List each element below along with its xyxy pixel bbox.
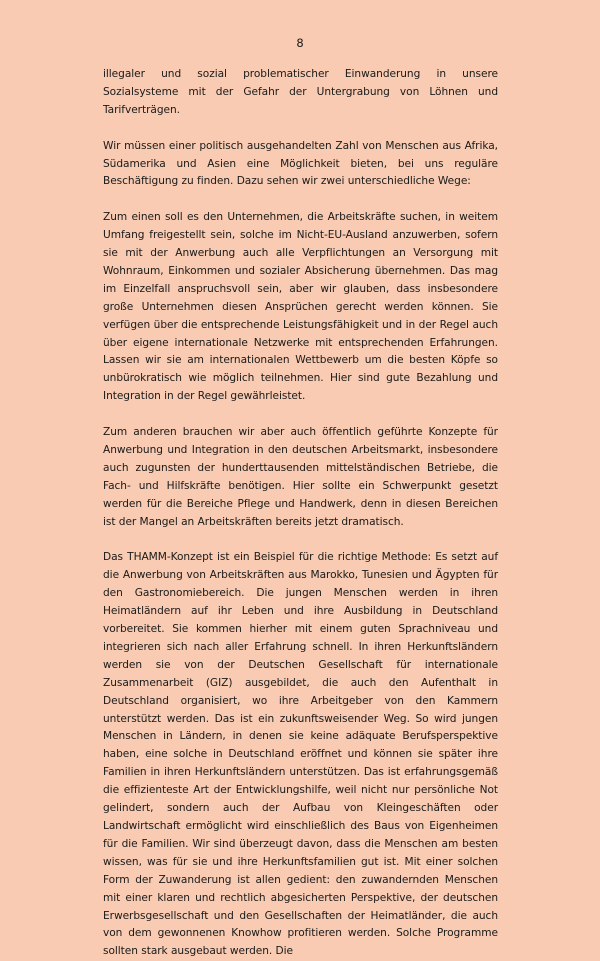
paragraph-1: illegaler und sozial problematischer Einwanderung in unsere Sozialsysteme mit der Gefahr der Untergrabung von Löhnen und Tarifverträgen. — [103, 68, 498, 116]
paragraph-3: Zum einen soll es den Unternehmen, die Arbeitskräfte suchen, in weitem Umfang freigestellt sein, solche im Nicht-EU-Ausland anzuwerben, sofern sie mit der Anwerbung auch alle Verpflichtungen an Versorgung mit Wohnraum, Einkommen und sozialer Absicherung übernehmen. Das mag im Einzelfall anspruchsvoll sein, aber wir glauben, dass insbesondere große Unternehmen diesen Ansprüchen gerecht werden können. Sie verfügen über die entsprechende Leistungsfähigkeit und in der Regel auch über eigene internationale Netzwerke mit entsprechenden Erfahrungen. Lassen wir sie am internationalen Wettbewerb um die besten Köpfe so unbürokratisch wie möglich teilnehmen. Hier sind gute Bezahlung und Integration in der Regel gewährleistet. — [103, 211, 498, 403]
page-number: 8 — [296, 36, 304, 50]
paragraph-4: Zum anderen brauchen wir aber auch öffentlich geführte Konzepte für Anwerbung und Integration in den deutschen Arbeitsmarkt, insbesondere auch zugunsten der hunderttausenden mittelständischen Betriebe, die Fach- und Hilfskräfte benötigen. Hier sollte ein Schwerpunkt gesetzt werden für die Bereiche Pflege und Handwerk, denn in diesen Bereichen ist der Mangel an Arbeitskräften bereits jetzt dramatisch. — [103, 426, 498, 528]
paragraph-2: Wir müssen einer politisch ausgehandelten Zahl von Menschen aus Afrika, Südamerika und Asien eine Möglichkeit bieten, bei uns reguläre Beschäftigung zu finden. Dazu sehen wir zwei unterschiedliche Wege: — [103, 139, 498, 188]
body-text — [103, 66, 498, 961]
paragraph-5: Das THAMM-Konzept ist ein Beispiel für die richtige Methode: Es setzt auf die Anwerbung von Arbeitskräften aus Marokko, Tunesien und Ägypten für den Gastronomiebereich. Die jungen Menschen werden in ihren Heimatländern auf ihr Leben und ihre Ausbildung in Deutschland vorbereitet. Sie kommen hierher mit einem guten Sprachniveau und integrieren sich nach aller Erfahrung schnell. In ihren Herkunftsländern werden sie von der Deutschen Gesellschaft für internationale Zusammenarbeit (GIZ) ausgebildet, die auch den Aufenthalt in Deutschland organisiert, wo ihre Arbeitgeber von den Kammern unterstützt werden. Das ist ein zukunftsweisender Weg. So wird jungen Menschen in Ländern, in denen sie keine adäquate Berufsperspektive haben, eine solche in Deutschland eröffnet und können sie später ihre Familien in ihren Herkunftsländern unterstützen. Das ist erfahrungsgemäß die effizienteste Art der Entwicklungshilfe, weil nicht nur persönliche Not gelindert, sondern auch der Aufbau von Kleingeschäften oder Landwirtschaft ermöglicht wird einschließlich des Baus von Eigenheimen für die Familien. Wir sind überzeugt davon, dass die Menschen am besten wissen, was für sie und ihre Herkunftsfamilien gut ist. Mit einer solchen Form der Zuwanderung ist allen gedient: den zuwandernden Menschen mit einer klaren und rechtlich abgesicherten Perspektive, der deutschen Erwerbsgesellschaft und den Gesellschaften der Heimatländer, die auch von dem gewonnenen Knowhow profitieren werden. Solche Programme sollten stark ausgebaut werden. Die — [103, 551, 498, 958]
